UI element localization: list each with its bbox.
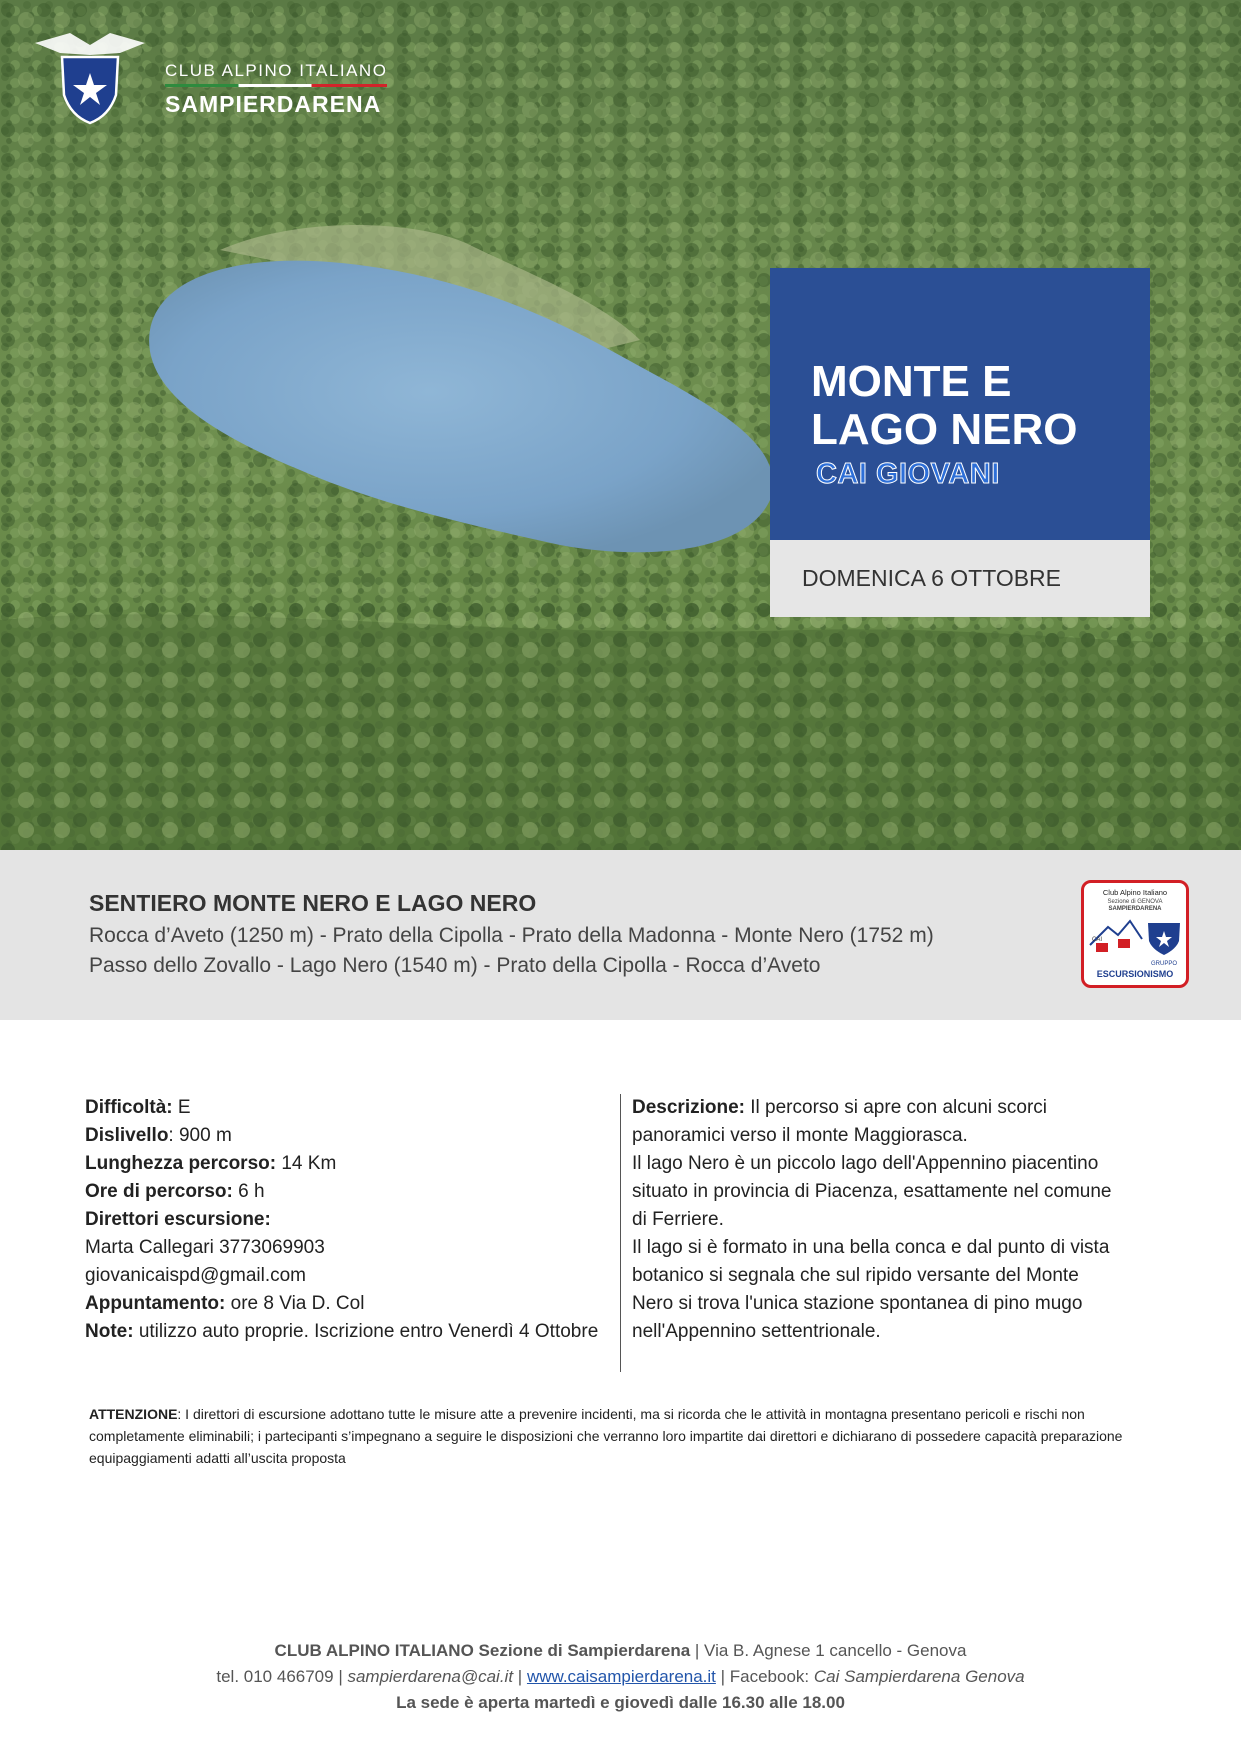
duration-value: 6 h xyxy=(232,1181,265,1202)
difficulty-value: E xyxy=(172,1097,191,1118)
footer-email-link[interactable]: sampierdarena@cai.it xyxy=(347,1667,514,1686)
route-line-1: Rocca d’Aveto (1250 m) - Prato della Cipolla - Prato della Madonna - Monte Nero (1752 m) xyxy=(89,924,934,947)
cai-star-shield-icon xyxy=(62,57,118,123)
footer-separator: | xyxy=(513,1667,527,1686)
leaders-row xyxy=(85,1206,605,1234)
footer-line-1 xyxy=(0,1638,1241,1664)
club-logo[interactable] xyxy=(30,25,390,125)
event-date: DOMENICA 6 OTTOBRE xyxy=(802,565,1062,591)
notes-row xyxy=(85,1318,605,1346)
title-box xyxy=(770,268,1150,540)
elevation-value: : 900 m xyxy=(168,1125,232,1146)
meeting-value: ore 8 Via D. Col xyxy=(225,1293,365,1314)
footer-org: CLUB ALPINO ITALIANO Sezione di Sampierdarena xyxy=(274,1641,691,1660)
footer-facebook-link[interactable]: Cai Sampierdarena Genova xyxy=(813,1667,1025,1686)
route-title: SENTIERO MONTE NERO E LAGO NERO xyxy=(89,890,537,916)
event-title: MONTE E LAGO NERO xyxy=(811,357,1078,454)
description-p1 xyxy=(632,1094,1112,1150)
footer-address: | Via B. Agnese 1 cancello - Genova xyxy=(690,1641,967,1660)
footer xyxy=(0,1638,1241,1716)
description-label: Descrizione: xyxy=(632,1097,745,1118)
footer-facebook-label: | Facebook: xyxy=(715,1667,814,1686)
escursionismo-badge xyxy=(1081,880,1189,988)
badge-cai: CAI xyxy=(1092,937,1103,943)
mountain-flags-icon xyxy=(1084,883,1186,985)
leaders-label: Direttori escursione: xyxy=(85,1209,271,1230)
notes-value: utilizzo auto proprie. Iscrizione entro Venerdì 4 Ottobre xyxy=(133,1321,599,1342)
event-subtitle: CAI GIOVANI xyxy=(816,458,1000,490)
difficulty-label: Difficoltà: xyxy=(85,1097,173,1118)
description-p2: Il lago Nero è un piccolo lago dell'Appennino piacentino situato in provincia di Piacenza, esattamente nel comune di Ferriere. xyxy=(632,1153,1112,1230)
meeting-label: Appuntamento: xyxy=(85,1293,226,1314)
route-line-2: Passo dello Zovallo - Lago Nero (1540 m) - Prato della Cipolla - Rocca d’Aveto xyxy=(89,954,821,977)
details-column xyxy=(85,1094,605,1346)
duration-label: Ore di percorso: xyxy=(85,1181,233,1202)
badge-line-2: Sezione di GENOVA xyxy=(1107,899,1163,905)
date-box xyxy=(770,540,1150,617)
logo-tricolor-stripe xyxy=(165,84,387,87)
elevation-row xyxy=(85,1122,605,1150)
duration-row xyxy=(85,1178,605,1206)
length-value: 14 Km xyxy=(276,1153,337,1174)
route-band xyxy=(0,850,1241,1020)
length-row xyxy=(85,1150,605,1178)
warning-label: ATTENZIONE xyxy=(89,1406,178,1422)
meeting-row xyxy=(85,1290,605,1318)
logo-line-2: SAMPIERDARENA xyxy=(165,91,382,117)
badge-line-3: SAMPIERDARENA xyxy=(1108,906,1162,912)
description-text-1: Il percorso si apre con alcuni scorci panoramici verso il monte Maggiorasca. xyxy=(632,1097,1047,1146)
description-column xyxy=(632,1094,1112,1346)
difficulty-row xyxy=(85,1094,605,1122)
notes-label: Note: xyxy=(85,1321,134,1342)
cai-eagle-emblem-icon xyxy=(30,25,150,125)
badge-group-2: ESCURSIONISMO xyxy=(1096,969,1174,979)
length-label: Lunghezza percorso: xyxy=(85,1153,277,1174)
warning-notice xyxy=(89,1403,1159,1469)
elevation-label: Dislivello xyxy=(85,1125,169,1146)
footer-hours: La sede è aperta martedì e giovedì dalle 16.30 alle 18.00 xyxy=(396,1693,845,1712)
description-p3: Il lago si è formato in una bella conca e dal punto di vista botanico si segnala che sul ripido versante del Monte Nero si trova l'unica stazione spontanea di pino mugo nell'Appennino settentrionale. xyxy=(632,1237,1110,1342)
footer-tel: tel. 010 466709 | xyxy=(216,1667,348,1686)
leader-email[interactable]: giovanicaispd@gmail.com xyxy=(85,1265,306,1286)
logo-line-1: CLUB ALPINO ITALIANO xyxy=(165,61,388,80)
column-divider xyxy=(620,1094,621,1372)
badge-line-1: Club Alpino Italiano xyxy=(1102,888,1168,897)
badge-group-1: GRUPPO xyxy=(1150,961,1178,967)
warning-text: : I direttori di escursione adottano tutte le misure atte a prevenire incidenti, ma si ricorda che le attività in montagna presentano pericoli e rischi non completamente eliminabili; i partecipanti s’impegnano a seguire le disposizioni che verranno loro impartite dai direttori e dichiarano di possedere capacità preparazione equipaggiamenti adatti all’uscita proposta xyxy=(89,1406,1123,1466)
footer-line-2 xyxy=(0,1664,1241,1690)
footer-website-link[interactable]: www.caisampierdarena.it xyxy=(526,1667,716,1686)
leader-name: Marta Callegari 3773069903 xyxy=(85,1237,325,1258)
